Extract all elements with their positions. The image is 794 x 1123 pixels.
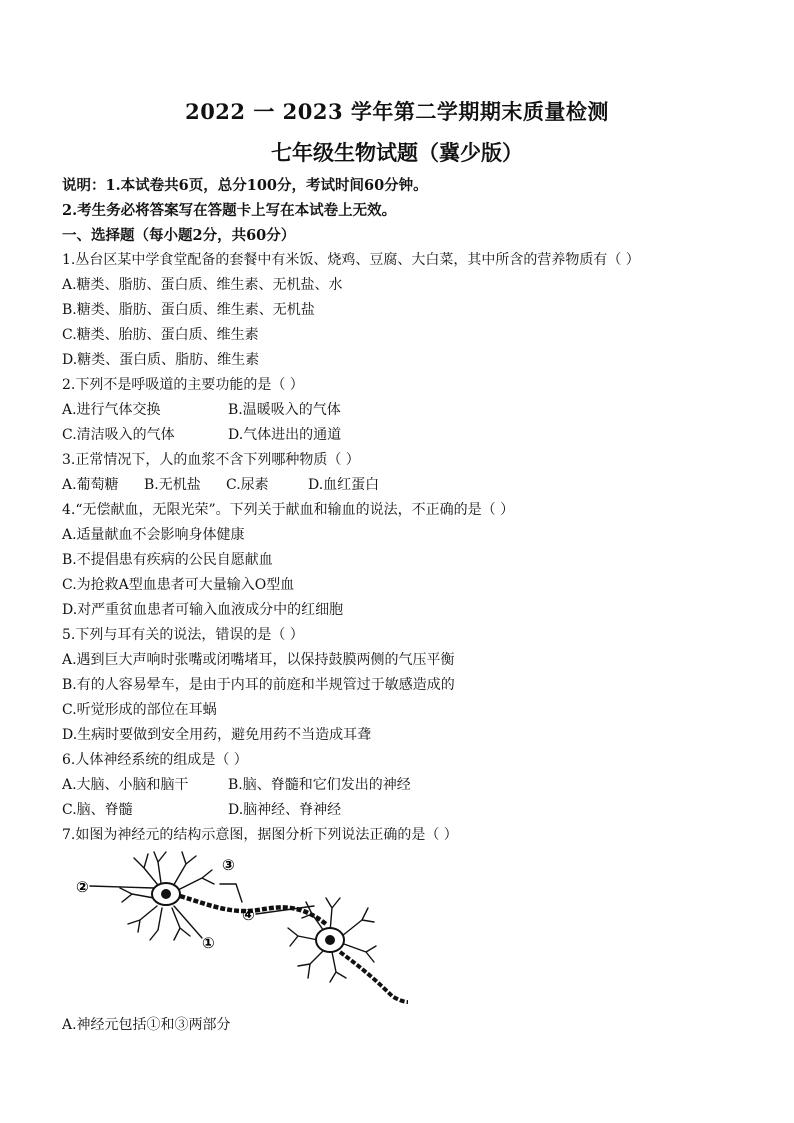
figure-label-1: ① bbox=[202, 934, 215, 952]
question-4-stem: 4.“无偿献血，无限光荣”。下列关于献血和输血的说法，不正确的是（ ） bbox=[62, 502, 515, 518]
question-6-option-d: D.脑神经、脊神经 bbox=[228, 802, 342, 818]
question-2-option-a: A.进行气体交换 bbox=[62, 402, 161, 418]
figure-label-3: ③ bbox=[222, 856, 235, 874]
question-7-stem: 7.如图为神经元的结构示意图，据图分析下列说法正确的是（ ） bbox=[62, 827, 458, 843]
question-1-option-d: D.糖类、蛋白质、脂肪、维生素 bbox=[62, 352, 260, 368]
question-3-option-a: A.葡萄糖 bbox=[62, 477, 119, 493]
question-3-options-row bbox=[62, 474, 380, 494]
question-3-option-d: D.血红蛋白 bbox=[308, 477, 380, 493]
question-2-options-row-1 bbox=[62, 399, 341, 419]
question-6-stem: 6.人体神经系统的组成是（ ） bbox=[62, 752, 248, 768]
question-6-options-row-1 bbox=[62, 774, 411, 794]
question-1-option-c: C.糖类、胎肪、蛋白质、维生素 bbox=[62, 327, 259, 343]
question-5-option-d: D.生病时要做到安全用药，避免用药不当造成耳聋 bbox=[62, 727, 372, 743]
question-5-option-b: B.有的人容易晕车，是由于内耳的前庭和半规管过于敏感造成的 bbox=[62, 677, 455, 693]
question-6-options-row-2 bbox=[62, 799, 342, 819]
question-3-stem: 3.正常情况下，人的血浆不含下列哪种物质（ ） bbox=[62, 452, 360, 468]
question-4-option-c: C.为抢救A型血患者可大量输入O型血 bbox=[62, 577, 295, 593]
question-5-option-a: A.遇到巨大声响时张嘴或闭嘴堵耳，以保持鼓膜两侧的气压平衡 bbox=[62, 652, 455, 668]
question-4-option-a: A.适量献血不会影响身体健康 bbox=[62, 527, 245, 543]
figure-label-4: ④ bbox=[242, 906, 255, 924]
figure-label-2: ② bbox=[76, 878, 89, 896]
question-5-option-c: C.听觉形成的部位在耳蜗 bbox=[62, 702, 217, 718]
question-6-option-a: A.大脑、小脑和脑干 bbox=[62, 777, 189, 793]
neuron-diagram bbox=[62, 848, 422, 1008]
question-7-option-a: A.神经元包括①和③两部分 bbox=[62, 1017, 231, 1033]
question-2-stem: 2.下列不是呼吸道的主要功能的是（ ） bbox=[62, 377, 304, 393]
question-4-option-d: D.对严重贫血患者可输入血液成分中的红细胞 bbox=[62, 602, 344, 618]
instructions-line-1: 说明：1.本试卷共6页，总分100分，考试时间60分钟。 bbox=[62, 177, 428, 194]
question-6-option-c: C.脑、脊髓 bbox=[62, 802, 133, 818]
question-2-options-row-2 bbox=[62, 424, 342, 444]
exam-title: 2022 一 2023 学年第二学期期末质量检测 bbox=[185, 99, 609, 124]
question-4-option-b: B.不提倡患有疾病的公民自愿献血 bbox=[62, 552, 273, 568]
question-3-option-b: B.无机盐 bbox=[144, 477, 201, 493]
question-1-option-b: B.糖类、脂肪、蛋白质、维生素、无机盐 bbox=[62, 302, 315, 318]
section-heading: 一、选择题（每小题2分，共60分） bbox=[62, 227, 296, 244]
instructions-line-2: 2.考生务必将答案写在答题卡上写在本试卷上无效。 bbox=[62, 202, 397, 219]
question-5-stem: 5.下列与耳有关的说法，错误的是（ ） bbox=[62, 627, 304, 643]
question-2-option-c: C.清洁吸入的气体 bbox=[62, 427, 175, 443]
question-2-option-b: B.温暖吸入的气体 bbox=[228, 402, 341, 418]
question-1-option-a: A.糖类、脂肪、蛋白质、维生素、无机盐、水 bbox=[62, 277, 343, 293]
exam-subtitle: 七年级生物试题（冀少版） bbox=[271, 140, 523, 165]
question-3-option-c: C.尿素 bbox=[226, 477, 269, 493]
question-6-option-b: B.脑、脊髓和它们发出的神经 bbox=[228, 777, 411, 793]
question-1-stem: 1.丛台区某中学食堂配备的套餐中有米饭、烧鸡、豆腐、大白菜，其中所含的营养物质有（ ） bbox=[62, 252, 640, 268]
question-2-option-d: D.气体进出的通道 bbox=[228, 427, 342, 443]
